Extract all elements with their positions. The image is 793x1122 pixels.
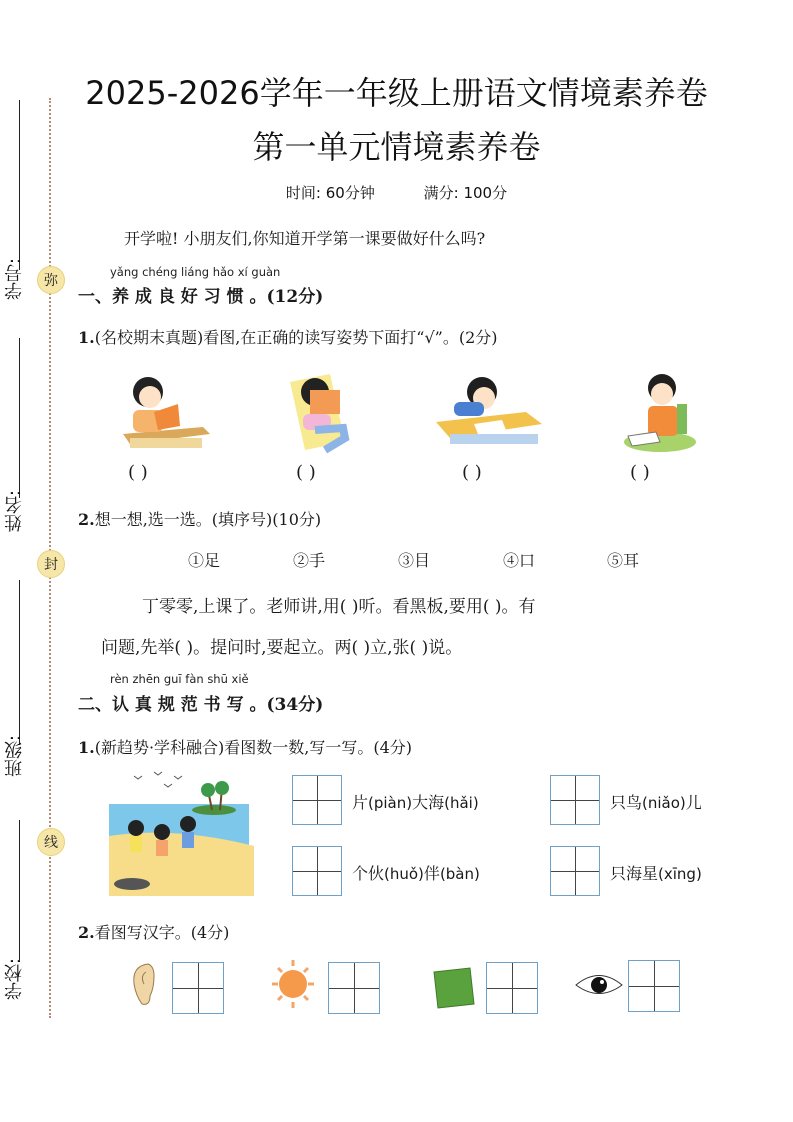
school-line[interactable] [19, 820, 20, 960]
eye-icon [574, 970, 624, 1000]
beach-scene-image [104, 766, 260, 896]
s1-q1-number: 1. [78, 328, 95, 347]
boy-sitting-upright-writing-image [622, 370, 697, 456]
option-ear: ⑤耳 [607, 551, 640, 570]
seal-mi: 弥 [37, 266, 65, 294]
girl-reading-at-desk-image [118, 372, 213, 457]
time-limit: 时间: 60分钟 [285, 184, 375, 202]
s1-q2-text: 想一想,选一选。(填序号)(10分) [94, 510, 322, 529]
seal-feng: 封 [37, 550, 65, 578]
label-birds: 只鸟(niǎo)儿 [610, 793, 702, 812]
option-foot: ①足 [188, 551, 221, 570]
label-starfish: 只海星(xīng) [610, 864, 702, 883]
label-sea: 片(piàn)大海(hǎi) [352, 793, 479, 812]
writing-grid-birds[interactable] [550, 775, 600, 825]
writing-grid-starfish[interactable] [550, 846, 600, 896]
s1-q2 [78, 507, 321, 530]
fill-passage-line1[interactable]: 丁零零,上课了。老师讲,用( )听。看黑板,要用( )。有 [142, 597, 536, 617]
boy-slouching-writing-image [434, 372, 546, 452]
s1-q2-number: 2. [78, 510, 95, 529]
s2-q2-number: 2. [78, 923, 95, 942]
class-label: 班级: [4, 735, 25, 778]
answer-blank-3[interactable]: ( ) [462, 462, 482, 483]
full-score: 满分: 100分 [423, 184, 508, 202]
school-label: 学校: [4, 958, 25, 1001]
answer-blank-1[interactable]: ( ) [128, 462, 148, 483]
s2-q2-text: 看图写汉字。(4分) [94, 923, 230, 942]
ear-icon [130, 962, 156, 1006]
exam-title: 2025-2026学年一年级上册语文情境素养卷 [85, 74, 708, 112]
answer-blank-4[interactable]: ( ) [630, 462, 650, 483]
intro-text: 开学啦! 小朋友们,你知道开学第一课要做好什么吗? [124, 229, 486, 248]
writing-grid-sun[interactable] [328, 962, 380, 1014]
fill-passage-line2[interactable]: 问题,先举( )。提问时,要起立。两( )立,张( )说。 [101, 638, 463, 658]
girl-reading-on-pillow-image [285, 372, 365, 460]
name-label: 姓名: [4, 490, 25, 533]
writing-grid-friends[interactable] [292, 846, 342, 896]
exam-subtitle: 第一单元情境素养卷 [252, 128, 541, 166]
s2-q2 [78, 920, 229, 943]
writing-grid-ear[interactable] [172, 962, 224, 1014]
section1-title: 一、养 成 良 好 习 惯 。(12分) [78, 287, 324, 307]
sun-icon [268, 958, 318, 1008]
class-line[interactable] [19, 580, 20, 745]
answer-blank-2[interactable]: ( ) [296, 462, 316, 483]
writing-grid-field[interactable] [486, 962, 538, 1014]
name-line[interactable] [19, 338, 20, 498]
seal-xian: 线 [37, 828, 65, 856]
field-icon [430, 966, 478, 1010]
label-friends: 个伙(huǒ)伴(bàn) [352, 864, 480, 883]
exam-meta [0, 182, 793, 203]
s1-q1 [78, 325, 498, 348]
section1-pinyin: yǎng chéng liáng hǎo xí guàn [110, 265, 281, 279]
s2-q1-text: (新趋势·学科融合)看图数一数,写一写。(4分) [94, 738, 413, 757]
s2-q1 [78, 735, 412, 758]
section2-title: 二、认 真 规 范 书 写 。(34分) [78, 695, 324, 715]
s1-q1-text: (名校期末真题)看图,在正确的读写姿势下面打“√”。(2分) [94, 328, 498, 347]
option-eye: ③目 [398, 551, 431, 570]
student-id-label: 学号: [4, 258, 25, 301]
writing-grid-eye[interactable] [628, 960, 680, 1012]
section2-pinyin: rèn zhēn guī fàn shū xiě [110, 672, 249, 686]
option-hand: ②手 [293, 551, 326, 570]
s2-q1-number: 1. [78, 738, 95, 757]
writing-grid-sea[interactable] [292, 775, 342, 825]
option-mouth: ④口 [503, 551, 536, 570]
